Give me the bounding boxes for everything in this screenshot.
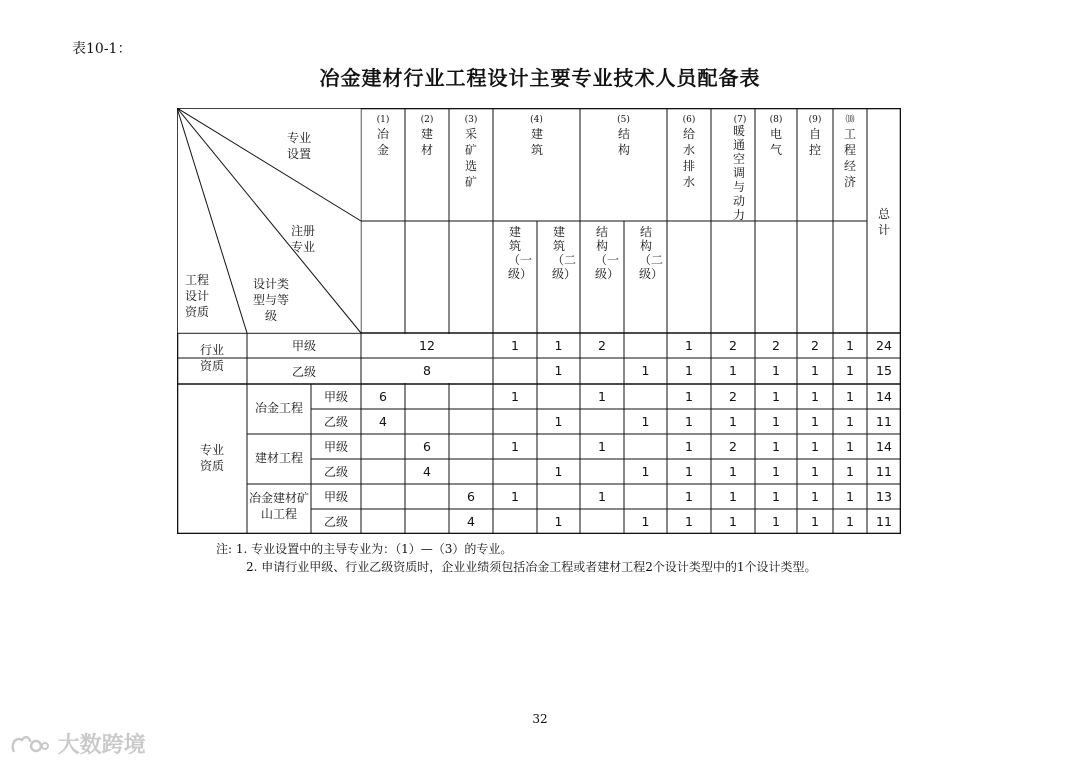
type-building-materials: 建材工程 bbox=[254, 451, 303, 465]
cell-c9: 1 bbox=[811, 489, 819, 504]
cell-c8: 1 bbox=[772, 389, 780, 404]
col-9-number: (9) bbox=[808, 115, 822, 125]
cell-c2: 6 bbox=[423, 439, 431, 454]
cell-total: 11 bbox=[876, 414, 892, 429]
cell-c9: 1 bbox=[811, 389, 819, 404]
col-total-header: 总计 bbox=[877, 207, 890, 237]
cell-c4a: 1 bbox=[511, 439, 519, 454]
cell-total: 14 bbox=[876, 439, 892, 454]
cell-c4a: 1 bbox=[511, 489, 519, 504]
cell-c7: 1 bbox=[729, 363, 737, 378]
grade-a-label: 甲级 bbox=[291, 339, 316, 353]
header-specialty-setting: 专业设置 bbox=[287, 131, 312, 161]
cell-c4a: 1 bbox=[511, 389, 519, 404]
col-9-name: 自控 bbox=[808, 127, 821, 157]
cell-c8: 1 bbox=[772, 363, 780, 378]
notes bbox=[216, 540, 817, 576]
grade-a-label: 甲级 bbox=[323, 390, 348, 404]
grade-b-label: 乙级 bbox=[323, 465, 348, 479]
col-4-name: 建筑 bbox=[530, 127, 543, 157]
page-number: 32 bbox=[532, 712, 548, 726]
cell-c6: 1 bbox=[685, 514, 693, 529]
cell-c1: 4 bbox=[379, 414, 387, 429]
cell-c4a: 1 bbox=[511, 338, 519, 353]
group-specialty-qualification: 专业资质 bbox=[199, 443, 224, 473]
cell-c10: 1 bbox=[846, 489, 854, 504]
cell-c5b: 1 bbox=[641, 363, 650, 378]
cell-c5a: 1 bbox=[598, 439, 606, 454]
cell-total: 14 bbox=[876, 389, 892, 404]
col-1-name: 冶金 bbox=[376, 127, 389, 157]
cell-c6: 1 bbox=[685, 363, 693, 378]
cell-c8: 1 bbox=[772, 489, 780, 504]
col-2-number: (2) bbox=[420, 115, 434, 125]
staffing-table bbox=[177, 108, 901, 534]
grade-b-label: 乙级 bbox=[291, 365, 316, 379]
col-3-number: (3) bbox=[464, 115, 478, 125]
col-6-name: 给水排水 bbox=[682, 127, 695, 189]
col-10-number: ⑽ bbox=[845, 115, 855, 125]
col-1-number: (1) bbox=[376, 115, 390, 125]
cell-total: 15 bbox=[876, 363, 892, 378]
type-mining: 冶金建材矿山工程 bbox=[249, 491, 310, 521]
cell-c6: 1 bbox=[685, 389, 693, 404]
cell-total: 13 bbox=[876, 489, 892, 504]
subcol-structure-grade1: 结构（一级） bbox=[595, 225, 620, 281]
cell-c7: 1 bbox=[729, 489, 737, 504]
note-1: 注: 1. 专业设置中的主导专业为：（1）—（3）的专业。 bbox=[216, 542, 513, 556]
cell-c7: 2 bbox=[729, 338, 737, 353]
col-5-name: 结构 bbox=[617, 127, 630, 157]
cell-c7: 2 bbox=[729, 439, 737, 454]
cell-c10: 1 bbox=[846, 363, 854, 378]
cell-c8: 2 bbox=[772, 338, 780, 353]
subcol-building-grade1: 建筑（一级） bbox=[508, 225, 533, 281]
grade-b-label: 乙级 bbox=[323, 415, 348, 429]
table-label: 表10-1： bbox=[72, 41, 132, 57]
cell-c8: 1 bbox=[772, 414, 780, 429]
header-registered-specialty: 注册专业 bbox=[291, 224, 316, 254]
cell-c3: 4 bbox=[467, 514, 475, 529]
group-industry-qualification: 行业资质 bbox=[199, 343, 224, 373]
watermark-text: 大数跨境 bbox=[57, 733, 146, 758]
cell-c10: 1 bbox=[846, 514, 854, 529]
cell-c5a: 1 bbox=[598, 389, 606, 404]
col-5-number: (5) bbox=[617, 115, 630, 125]
cell-total: 11 bbox=[876, 514, 892, 529]
cell-c10: 1 bbox=[846, 389, 854, 404]
cell-c3: 6 bbox=[467, 489, 475, 504]
header-engineering-qualification: 工程设计资质 bbox=[184, 273, 209, 319]
cell-c8: 1 bbox=[772, 439, 780, 454]
cell-c2: 4 bbox=[423, 464, 431, 479]
col-7-number: (7) bbox=[733, 115, 747, 125]
col-8-number: (8) bbox=[769, 115, 783, 125]
subcol-building-grade2: 建筑（二级） bbox=[552, 225, 577, 281]
cell-total: 24 bbox=[876, 338, 892, 353]
cell-c10: 1 bbox=[846, 464, 854, 479]
col-8-name: 电气 bbox=[769, 127, 782, 157]
watermark bbox=[10, 728, 146, 759]
cell-merged: 12 bbox=[419, 338, 435, 353]
cell-c4b: 1 bbox=[554, 464, 563, 479]
cell-c1: 6 bbox=[379, 389, 387, 404]
cell-c5a: 1 bbox=[598, 489, 606, 504]
cell-c7: 1 bbox=[729, 414, 737, 429]
grade-a-label: 甲级 bbox=[323, 490, 348, 504]
cell-c9: 1 bbox=[811, 439, 819, 454]
note-2: 2. 申请行业甲级、行业乙级资质时，企业业绩须包括冶金工程或者建材工程2个设计类型中的1个设计类型。 bbox=[246, 560, 817, 574]
col-6-number: (6) bbox=[682, 115, 696, 125]
cell-c6: 1 bbox=[685, 414, 693, 429]
cell-c6: 1 bbox=[685, 464, 693, 479]
cell-c10: 1 bbox=[846, 414, 854, 429]
col-10-name: 工程经济 bbox=[843, 127, 856, 189]
cell-c4b: 1 bbox=[554, 414, 563, 429]
type-metallurgy: 冶金工程 bbox=[254, 401, 303, 415]
cell-c5b: 1 bbox=[641, 464, 650, 479]
header-design-type-grade: 设计类型与等级 bbox=[253, 277, 290, 323]
cell-c5a: 2 bbox=[598, 338, 606, 353]
cell-merged: 8 bbox=[423, 363, 431, 378]
watermark-logo-icon bbox=[10, 734, 50, 758]
cell-c6: 1 bbox=[685, 338, 693, 353]
document-title: 冶金建材行业工程设计主要专业技术人员配备表 bbox=[319, 66, 761, 90]
cell-c7: 1 bbox=[729, 514, 737, 529]
grade-a-label: 甲级 bbox=[323, 440, 348, 454]
cell-c8: 1 bbox=[772, 464, 780, 479]
cell-c10: 1 bbox=[846, 439, 854, 454]
grade-b-label: 乙级 bbox=[323, 515, 348, 529]
col-3-name: 采矿选矿 bbox=[464, 127, 477, 189]
cell-c9: 1 bbox=[811, 363, 819, 378]
subcol-structure-grade2: 结构（二级） bbox=[639, 225, 664, 281]
cell-c4b: 1 bbox=[554, 338, 563, 353]
cell-c5b: 1 bbox=[641, 514, 650, 529]
cell-c10: 1 bbox=[846, 338, 854, 353]
cell-c6: 1 bbox=[685, 439, 693, 454]
col-2-name: 建材 bbox=[420, 127, 433, 157]
cell-c6: 1 bbox=[685, 489, 693, 504]
cell-c9: 2 bbox=[811, 338, 819, 353]
cell-c4b: 1 bbox=[554, 363, 563, 378]
cell-total: 11 bbox=[876, 464, 892, 479]
cell-c7: 2 bbox=[729, 389, 737, 404]
cell-c8: 1 bbox=[772, 514, 780, 529]
col-4-number: (4) bbox=[530, 115, 543, 125]
cell-c4b: 1 bbox=[554, 514, 563, 529]
cell-c5b: 1 bbox=[641, 414, 650, 429]
cell-c9: 1 bbox=[811, 464, 819, 479]
cell-c7: 1 bbox=[729, 464, 737, 479]
cell-c9: 1 bbox=[811, 414, 819, 429]
cell-c9: 1 bbox=[811, 514, 819, 529]
col-7-name: 暖通空调与动力 bbox=[732, 124, 745, 222]
